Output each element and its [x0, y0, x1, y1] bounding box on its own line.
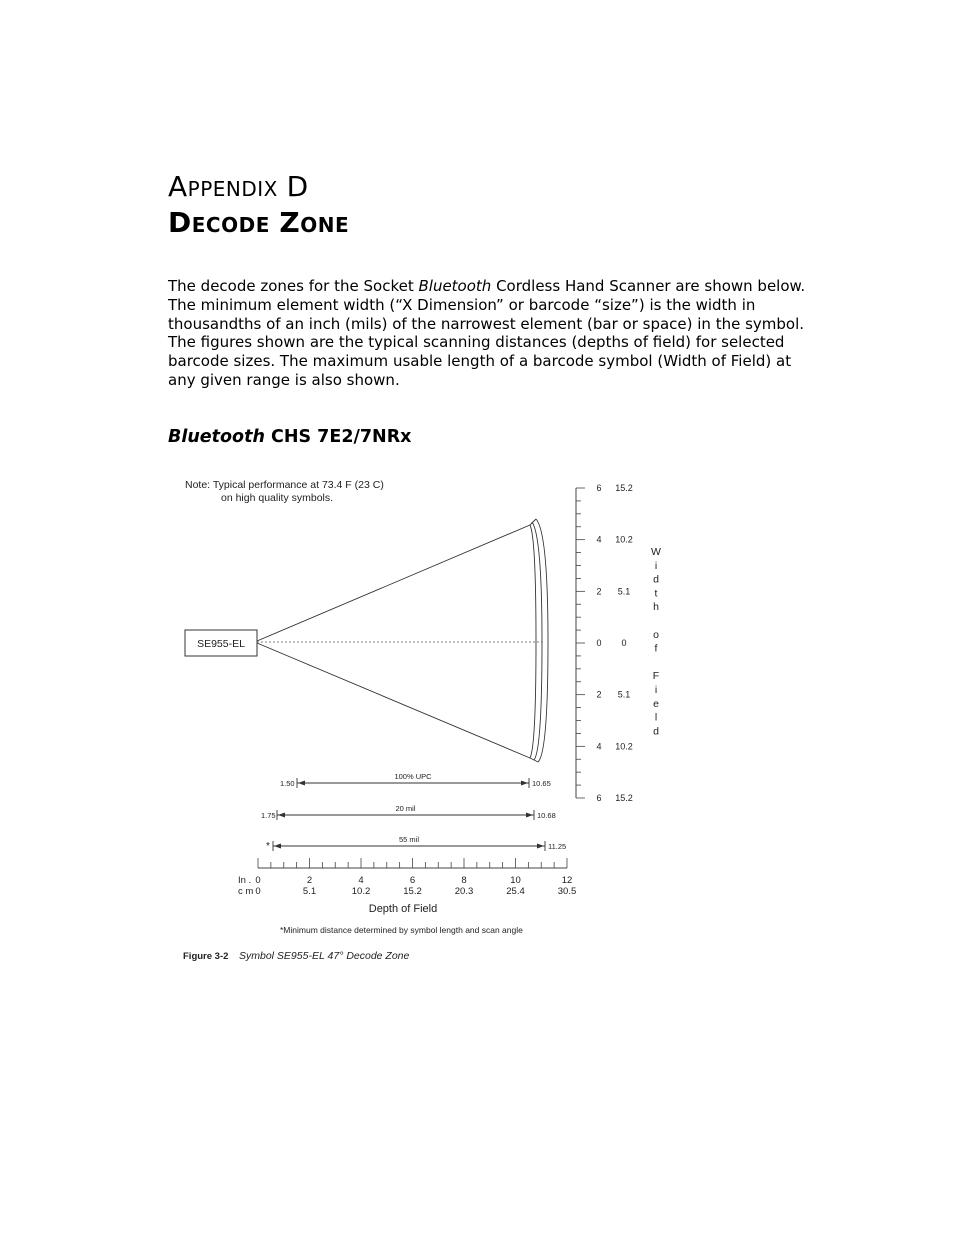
range-max: 10.68: [537, 811, 556, 820]
width-of-field-letter: W: [651, 546, 661, 558]
range-arrow-right: [521, 781, 528, 786]
cone-outer-arc-1: [530, 525, 536, 758]
depth-tick-in: 10: [510, 875, 521, 886]
depth-tick-in: 0: [255, 875, 261, 886]
width-tick-in: 4: [596, 741, 602, 752]
width-tick-cm: 5.1: [617, 586, 631, 597]
range-arrow-left: [278, 813, 285, 818]
width-of-field-letter: o: [653, 628, 659, 641]
scanner-label: SE955-EL: [197, 638, 245, 650]
depth-tick-in: 4: [358, 875, 364, 886]
depth-tick-cm: 30.5: [557, 886, 577, 897]
depth-tick-in: 8: [461, 875, 467, 886]
depth-tick-cm: 5.1: [302, 886, 317, 897]
range-min: 1.75: [261, 811, 276, 820]
width-of-field-letter: l: [654, 711, 658, 724]
width-of-field-letter: i: [654, 559, 658, 572]
width-of-field-label: [651, 546, 661, 737]
depth-tick-cm: 15.2: [403, 886, 422, 897]
range-arrows: [261, 772, 566, 852]
figure-caption-label: Figure 3-2: [183, 951, 229, 962]
note-line-2: on high quality symbols.: [221, 492, 334, 504]
depth-in-prefix: In .: [238, 875, 252, 886]
width-of-field-letter: F: [652, 670, 660, 683]
width-of-field-letter: d: [653, 725, 659, 738]
width-tick-in: 2: [596, 689, 602, 700]
range-arrow-right: [526, 813, 533, 818]
width-of-field-letter: t: [654, 587, 658, 600]
range-min: 1.50: [280, 779, 295, 788]
page-title: DECODE ZONE: [168, 206, 350, 239]
width-of-field-letter: i: [654, 684, 658, 696]
range-max: 10.65: [532, 779, 551, 788]
width-tick-in: 4: [596, 534, 602, 545]
range-max: 11.25: [548, 842, 567, 851]
cone-lower-edge: [257, 643, 530, 758]
depth-tick-in: 2: [306, 875, 313, 886]
width-tick-cm: 15.2: [615, 483, 633, 493]
width-tick-in: 2: [596, 586, 602, 597]
range-name: 100% UPC: [394, 772, 432, 781]
width-tick-in: 6: [596, 483, 602, 493]
depth-tick-cm: 0: [255, 886, 261, 897]
width-tick-in: 0: [596, 638, 602, 648]
depth-of-field-label: Depth of Field: [368, 903, 438, 915]
intro-paragraph: The decode zones for the Socket Bluetooth Cordless Hand Scanner are shown below. The minimum element width (“X Dimension” or barcode “size”) is the width in thousandths of an inch (mils) of the narrowest element (bar or space) in the symbol. The figures shown are the typical scanning distances (depths of field) for selected barcode sizes. The maximum usable length of a barcode symbol (Width of Field) at any given range is also shown.: [168, 277, 806, 389]
width-of-field-letter: d: [653, 573, 659, 586]
width-tick-in: 6: [596, 793, 602, 803]
appendix-heading: APPENDIX D: [168, 170, 309, 203]
depth-tick-cm: 25.4: [506, 886, 525, 897]
note-line-1: Note: Typical performance at 73.4 F (23 C): [185, 479, 384, 491]
width-tick-cm: 10.2: [615, 741, 633, 752]
decode-zone-diagram: [170, 470, 661, 970]
cone-upper-edge: [257, 525, 530, 641]
depth-cm-prefix: c m: [238, 886, 254, 897]
range-arrow-right: [537, 844, 544, 849]
range-arrow-left: [298, 781, 305, 786]
width-of-field-ruler: [576, 483, 633, 803]
width-tick-cm: 10.2: [615, 534, 633, 545]
cone-outer-arc-2: [532, 522, 542, 760]
section-subheading: Bluetooth CHS 7E2/7NRx: [168, 427, 412, 447]
width-tick-cm: 5.1: [617, 689, 631, 700]
range-name: 55 mil: [398, 835, 420, 844]
width-of-field-letter: f: [654, 642, 658, 655]
depth-of-field-axis: [255, 858, 576, 897]
width-tick-cm: 15.2: [615, 793, 633, 803]
depth-tick-cm: 10.2: [351, 886, 371, 897]
depth-tick-in: 12: [561, 875, 573, 886]
width-of-field-letter: e: [653, 697, 659, 710]
width-tick-cm: 0: [621, 638, 627, 648]
width-of-field-letter: h: [653, 601, 659, 614]
range-name: 20 mil: [395, 804, 416, 813]
footnote: *Minimum distance determined by symbol length and scan angle: [280, 925, 523, 935]
depth-tick-in: 6: [409, 875, 416, 886]
figure-caption-text: Symbol SE955-EL 47° Decode Zone: [239, 950, 410, 962]
range-min: *: [266, 841, 270, 852]
range-arrow-left: [274, 844, 281, 849]
depth-tick-cm: 20.3: [454, 886, 474, 897]
